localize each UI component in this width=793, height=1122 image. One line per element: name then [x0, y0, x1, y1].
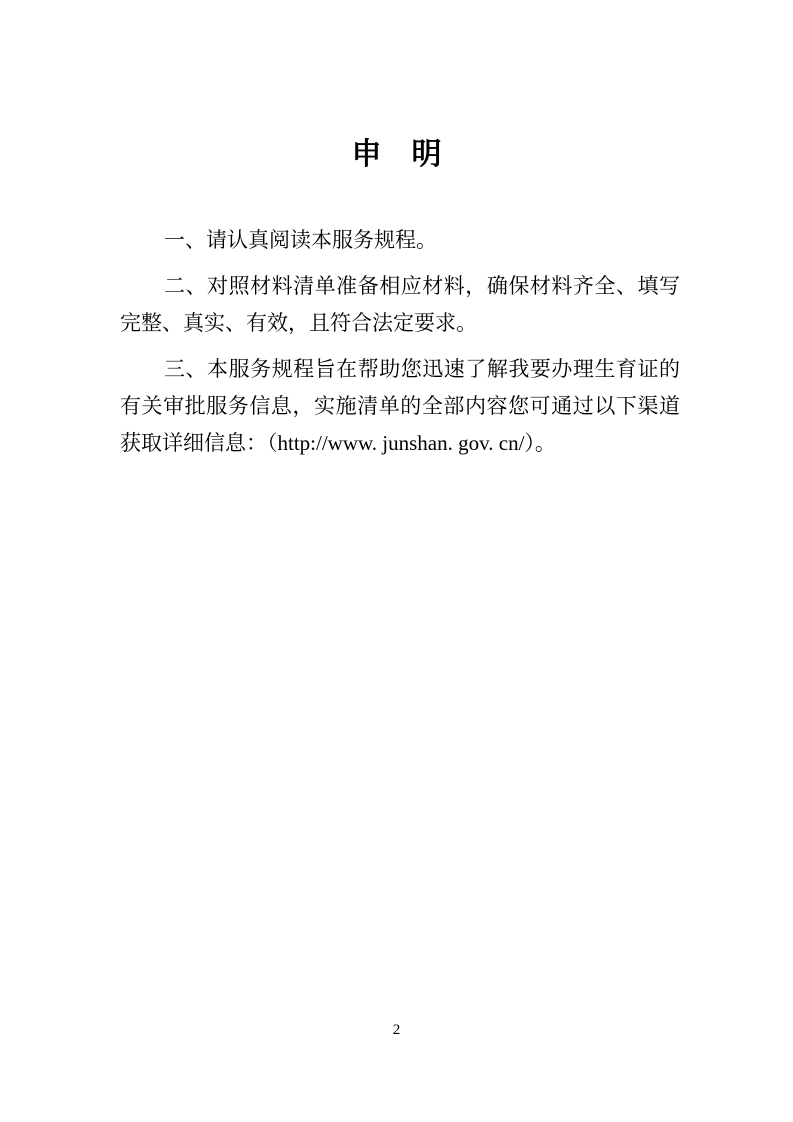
page-number: 2	[392, 1022, 401, 1038]
paragraph-1: 一、请认真阅读本服务规程。	[164, 228, 437, 252]
paragraph-3: 三、本服务规程旨在帮助您迅速了解我要办理生育证的有关审批服务信息，实施清单的全部内容您可通过以下渠道获取详细信息：（http://www. junshan. gov. cn/）。	[120, 357, 680, 455]
document-body	[120, 222, 680, 471]
paragraph-2: 二、对照材料清单准备相应材料，确保材料齐全、填写完整、真实、有效，且符合法定要求。	[120, 274, 680, 335]
page-title: 申 明	[351, 137, 442, 172]
